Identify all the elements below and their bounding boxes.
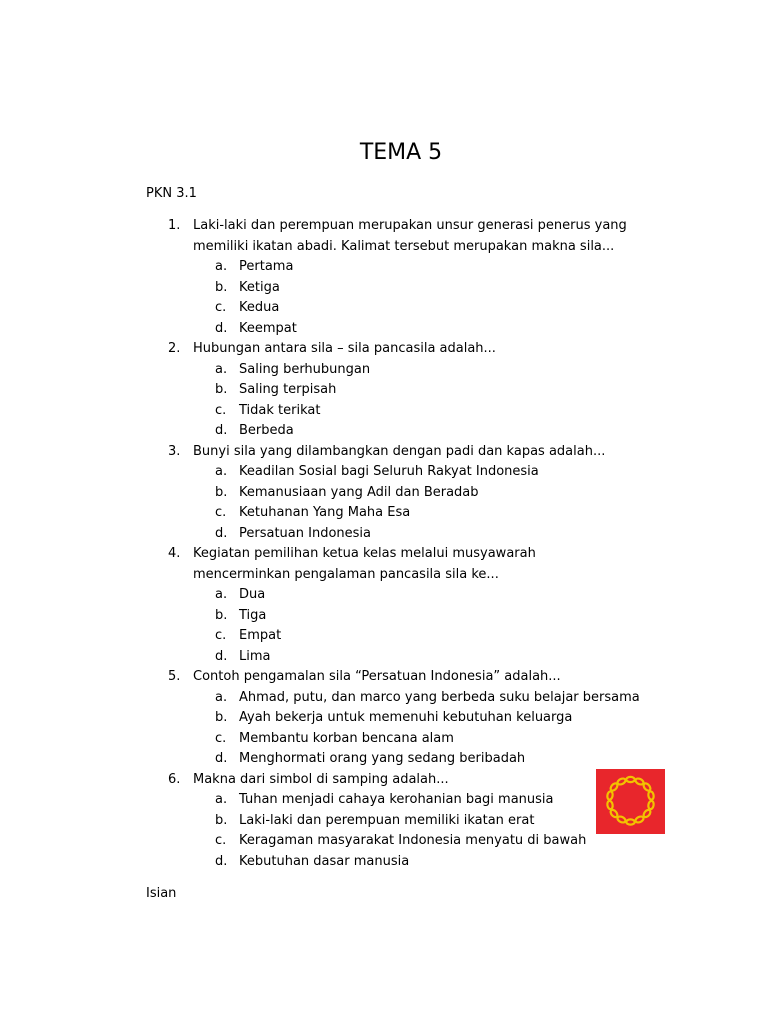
option-letter: d. [215, 648, 228, 664]
option-letter: c. [215, 730, 227, 746]
option-letter: b. [215, 279, 228, 295]
option-text: Ketuhanan Yang Maha Esa [239, 505, 411, 520]
question-6 [0, 770, 633, 873]
option-text: Keragaman masyarakat Indonesia menyatu di bawah [239, 833, 587, 848]
option-list [193, 585, 633, 667]
question-4 [0, 544, 633, 667]
option-text: Kedua [239, 300, 280, 315]
option-letter: d. [215, 423, 228, 438]
option-b [193, 278, 633, 299]
option-text: Laki-laki dan perempuan memiliki ikatan erat [239, 812, 535, 828]
option-text: Membantu korban bencana alam [239, 730, 454, 746]
option-letter: d. [215, 853, 228, 869]
option-letter: a. [215, 689, 228, 705]
option-a [193, 360, 633, 381]
option-c [193, 729, 633, 750]
chain-symbol-image [596, 769, 665, 834]
option-text: Keempat [239, 320, 297, 336]
option-text: Ayah bekerja untuk memenuhi kebutuhan keluarga [239, 710, 573, 725]
option-c [193, 503, 633, 524]
option-d [193, 421, 633, 442]
option-text: Berbeda [239, 423, 294, 438]
option-text: Dua [239, 587, 266, 602]
option-b [193, 606, 633, 627]
option-d [193, 647, 633, 668]
question-text: Hubungan antara sila – sila pancasila adalah... [193, 341, 496, 356]
question-number: 5. [168, 669, 181, 684]
chain-icon [596, 769, 665, 834]
question-number: 3. [168, 443, 181, 459]
option-text: Kemanusiaan yang Adil dan Beradab [239, 484, 479, 500]
option-letter: d. [215, 320, 228, 336]
option-letter: c. [215, 833, 227, 848]
option-letter: d. [215, 525, 228, 541]
question-1 [0, 216, 633, 339]
question-text: Contoh pengamalan sila “Persatuan Indonesia” adalah... [193, 669, 561, 684]
option-letter: a. [215, 259, 228, 274]
option-text: Pertama [239, 259, 294, 274]
option-text: Ketiga [239, 279, 280, 295]
option-letter: c. [215, 300, 227, 315]
section-label-isian: Isian [146, 886, 177, 901]
option-d [193, 524, 633, 545]
option-text: Empat [239, 628, 282, 643]
option-a [193, 790, 633, 811]
option-letter: a. [215, 792, 228, 807]
option-text: Persatuan Indonesia [239, 525, 371, 541]
option-letter: b. [215, 812, 228, 828]
option-letter: a. [215, 361, 228, 377]
option-letter: c. [215, 402, 227, 418]
option-text: Saling berhubungan [239, 361, 371, 377]
page-title: TEMA 5 [359, 140, 443, 165]
option-list [193, 462, 633, 544]
option-text: Tidak terikat [239, 402, 321, 418]
option-c [193, 626, 633, 647]
option-list [193, 360, 633, 442]
option-letter: b. [215, 607, 228, 623]
option-list [193, 257, 633, 339]
question-text: Bunyi sila yang dilambangkan dengan padi dan kapas adalah... [193, 443, 606, 459]
question-number: 1. [168, 218, 181, 233]
option-d [193, 749, 633, 770]
option-letter: d. [215, 751, 228, 766]
option-a [193, 585, 633, 606]
question-number: 6. [168, 771, 181, 787]
option-text: Lima [239, 648, 271, 664]
option-text: Kebutuhan dasar manusia [239, 853, 410, 869]
question-number: 2. [168, 341, 181, 356]
chain-links [607, 777, 655, 825]
question-number: 4. [168, 546, 181, 561]
option-b [193, 811, 633, 832]
option-letter: a. [215, 587, 228, 602]
option-a [193, 688, 640, 709]
option-letter: c. [215, 628, 227, 643]
section-label-pkn: PKN 3.1 [146, 186, 197, 201]
question-2 [0, 339, 633, 442]
option-text: Menghormati orang yang sedang beribadah [239, 751, 526, 766]
option-b [193, 380, 633, 401]
question-text: Makna dari simbol di samping adalah... [193, 771, 449, 787]
option-b [193, 483, 633, 504]
option-text: Tuhan menjadi cahaya kerohanian bagi manusia [239, 792, 554, 807]
option-list [193, 688, 640, 770]
option-letter: b. [215, 484, 228, 500]
option-a [193, 462, 633, 483]
option-letter: a. [215, 464, 228, 479]
option-list [193, 790, 633, 872]
question-5 [0, 667, 640, 770]
option-c [193, 401, 633, 422]
option-b [193, 708, 633, 729]
option-text: Ahmad, putu, dan marco yang berbeda suku belajar bersama [239, 689, 640, 705]
option-text: Tiga [239, 607, 267, 623]
option-d [193, 852, 633, 873]
option-text: Keadilan Sosial bagi Seluruh Rakyat Indonesia [239, 464, 539, 479]
option-letter: b. [215, 382, 228, 397]
option-c [193, 831, 633, 852]
question-3 [0, 442, 633, 545]
option-letter: b. [215, 710, 228, 725]
option-a [193, 257, 633, 278]
question-text: Laki-laki dan perempuan merupakan unsur generasi penerus yang memiliki ikatan abadi. Kalimat tersebut merupakan makna sila... [193, 218, 627, 254]
option-text: Saling terpisah [239, 382, 337, 397]
option-d [193, 319, 633, 340]
option-letter: c. [215, 505, 227, 520]
question-text: Kegiatan pemilihan ketua kelas melalui musyawarah mencerminkan pengalaman pancasila sila ke... [193, 546, 536, 582]
option-c [193, 298, 633, 319]
